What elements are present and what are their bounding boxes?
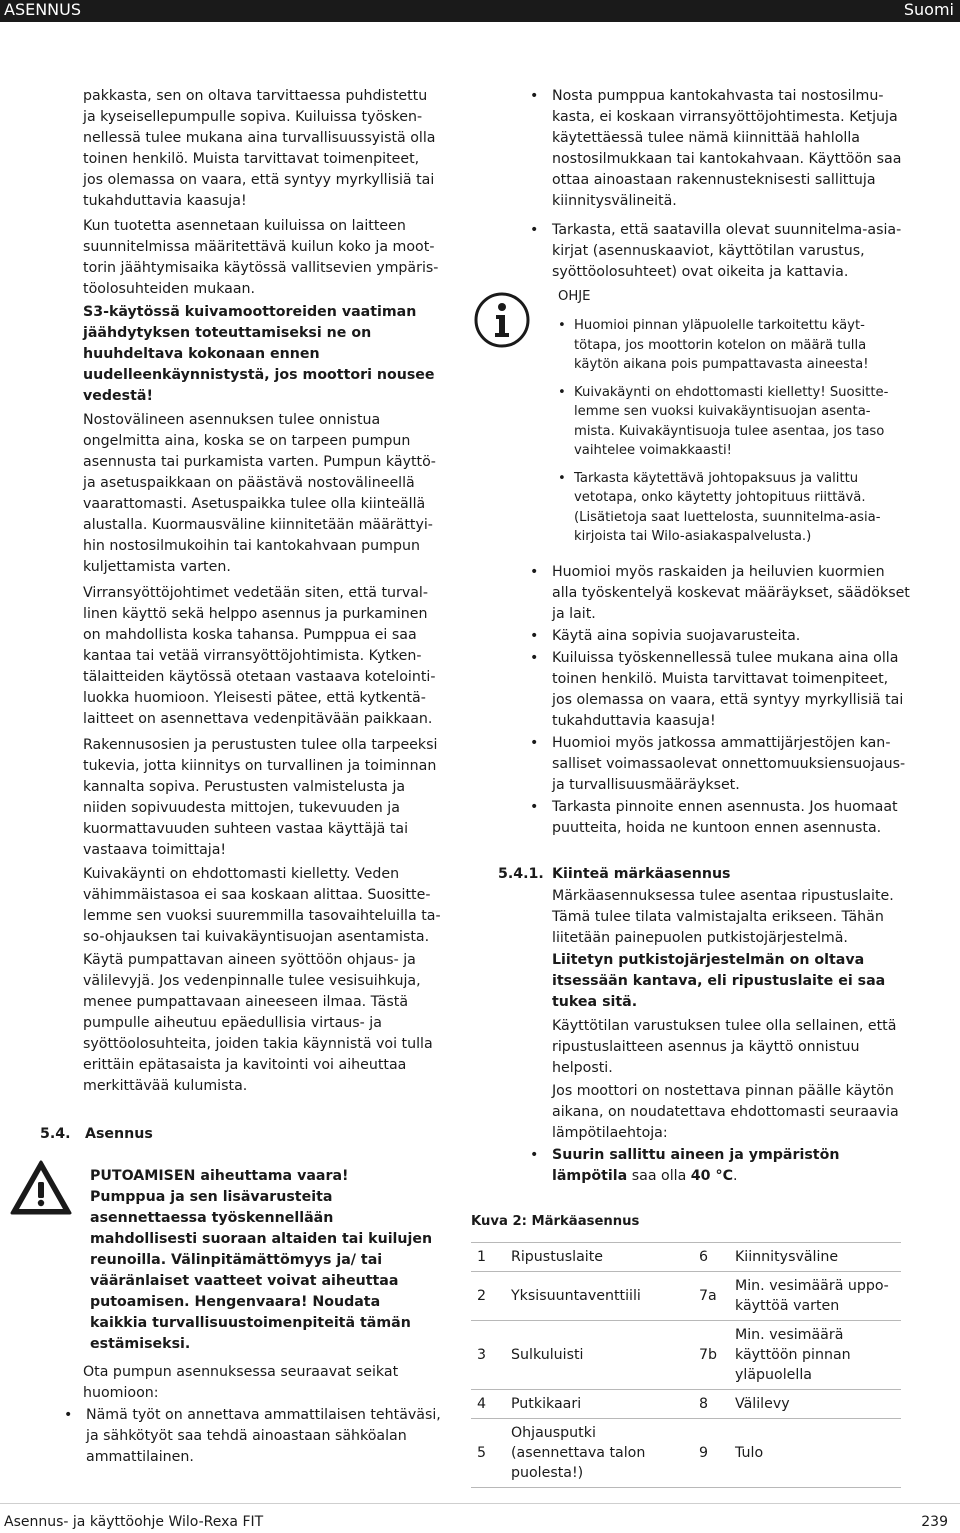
legend-text: Sulkuluisti (505, 1321, 693, 1390)
subsection-paragraph-1: Märkäasennuksessa tulee asentaa ripustuslaite. Tämä tulee tilata valmistajalta erikseen. Tähän liitetään painepuolen putkistojärjestelmä. (552, 888, 894, 946)
legend-number: 8 (693, 1390, 729, 1419)
list-item: • Tarkasta käytettävä johtopaksuus ja valittu vetotapa, onko käytetty johtopituus riittävä. (Lisätietoja saat luettelosta, suunnitelma-asiakirjoista tai Wilo-asiakaspalvelusta.) (556, 469, 898, 547)
left-paragraph-baffles: Käytä pumpattavan aineen syöttöön ohjaus- ja välilevyjä. Jos vedenpinnalle tulee vesisuihkuja, menee pumpattavaan aineeseen ilmaa. Tästä pumpulle aiheutuu epäedullisia virtaus- ja syöttöolosuhteita, joiden takia käynnistä voi tulla erittäin epätasaista ja kavitointi voi aiheuttaa merkittävää kulumista. (83, 952, 433, 1094)
left-paragraph-foundations: Rakennusosien ja perustusten tulee olla tarpeeksi tukevia, jotta kiinnitys on turvallinen ja toiminnan kannalta sopiva. Perustusten valmistelusta ja niiden sopivuudesta mittojen, tukevuuden ja kuormattavuuden suhteen vastaa käyttäjä tai vastaava toimittaja! (83, 737, 438, 858)
table-row (471, 1243, 901, 1272)
subsection-paragraph-3: Jos moottori on nostettava pinnan päälle käytön aikana, on noudatettava ehdottomasti seuraavia lämpötilaehtoja: (552, 1083, 899, 1141)
list-item: • Tarkasta pinnoite ennen asennusta. Jos huomaat puutteita, hoida ne kuntoon ennen asennusta. (528, 797, 912, 839)
page-header (0, 0, 960, 22)
temperature-condition: Suurin sallittu aineen ja ympäristön lämpötila (552, 1147, 840, 1184)
section-heading (40, 1124, 71, 1145)
legend-number: 2 (471, 1272, 505, 1321)
left-bullet-list (62, 1405, 444, 1469)
left-paragraph-s3-warning: S3-käytössä kuivamoottoreiden vaatiman jäähdytyksen toteuttamiseksi ne on huuhdeltava kokonaan ennen uudelleenkäynnistystä, jos moottori nousee vedestä! (83, 304, 435, 404)
figure-caption: Kuva 2: Märkäasennus (471, 1214, 640, 1229)
footer-divider (0, 1503, 960, 1504)
warning-title: PUTOAMISEN aiheuttama vaara! (90, 1168, 349, 1184)
legend-number: 4 (471, 1390, 505, 1419)
legend-text: Ohjausputki (asennettava talon puolesta!) (505, 1419, 693, 1488)
table-row (471, 1419, 901, 1488)
legend-number: 1 (471, 1243, 505, 1272)
left-paragraph-2: Kun tuotetta asennetaan kuiluissa on laitteen suunnitelmissa määritettävä kuilun koko ja moottorin jäähtymisaika käytössä vallitsevien ympäristöolosuhteiden mukaan. (83, 218, 439, 297)
warning-triangle-icon (10, 1160, 72, 1216)
left-paragraph-dry-run: Kuivakäynti on ehdottomasti kielletty. Veden vähimmäistasoa ei saa koskaan alittaa. Suosittelemme sen vuoksi suuremmilla tasovaihteluilla taso-ohjauksen tai kuivakäyntisuojan asentamista. (83, 866, 441, 945)
figure-legend-table (471, 1242, 901, 1488)
legend-number: 7a (693, 1272, 729, 1321)
right-bullet-list-mid (528, 562, 912, 840)
legend-text: Yksisuuntaventtiili (505, 1272, 693, 1321)
list-item (528, 1145, 902, 1187)
temperature-text: saa olla (631, 1168, 691, 1184)
temperature-bullet-list (528, 1145, 902, 1188)
header-section-title: ASENNUS (4, 0, 82, 19)
list-item: • Nämä työt on annettava ammattilaisen tehtäväsi, ja sähkötyöt saa tehdä ainoastaan sähköalan ammattilainen. (62, 1405, 444, 1468)
note-bullet-list (556, 316, 898, 555)
legend-text: Kiinnitysväline (729, 1243, 901, 1272)
subsection-number: 5.4.1. (498, 866, 544, 882)
legend-number: 9 (693, 1419, 729, 1488)
warning-body: Pumppua ja sen lisävarusteita asennettaessa työskennellään mahdollisesti suoraan altaiden tai kuilujen reunoilla. Välinpitämättömyys ja/ tai vääränlaiset vaatteet voivat aiheuttaa putoamisen. Hengenvaara! Noudata kaikkia turvallisuustoimenpiteitä tämän estämiseksi. (90, 1189, 433, 1352)
list-item: • Nosta pumppua kantokahvasta tai nostosilmukasta, ei koskaan virransyöttöjohtimesta. Ketjuja käytettäessä tulee nämä kiinnittää hahlolla nostosilmukkaan tai kantokahvaan. Käyttöön saa ottaa ainoastaan rakennusteknisesti sallittuja kiinnitysvälineitä. (528, 86, 910, 212)
legend-text: Min. vesimäärä käyttöön pinnan yläpuolella (729, 1321, 901, 1390)
list-item: • Huomioi myös raskaiden ja heiluvien kuormien alla työskentelyä koskevat määräykset, säädökset ja lait. (528, 562, 912, 625)
left-paragraph-considerations: Ota pumpun asennuksessa seuraavat seikat huomioon: (83, 1364, 399, 1401)
info-icon (472, 290, 532, 350)
legend-number: 7b (693, 1321, 729, 1390)
legend-text: Putkikaari (505, 1390, 693, 1419)
legend-number: 6 (693, 1243, 729, 1272)
note-title: OHJE (558, 289, 591, 304)
legend-number: 3 (471, 1321, 505, 1390)
left-paragraph-1: pakkasta, sen on oltava tarvittaessa puhdistettu ja kyseisellepumpulle sopiva. Kuiluissa työskennellessä tulee mukana aina turvallisuussyistä olla toinen henkilö. Muista tarvittavat toimenpiteet, jos olemassa on vaara, että syntyy myrkyllisiä tai tukahduttavia kaasuja! (83, 88, 436, 209)
right-bullet-list-top (528, 86, 910, 284)
subsection-title: Kiinteä märkäasennus (552, 866, 731, 882)
header-language: Suomi (903, 0, 954, 19)
section-number: 5.4. (40, 1126, 71, 1142)
page-number: 239 (921, 1514, 948, 1530)
temperature-value: 40 °C (690, 1168, 733, 1184)
table-row (471, 1390, 901, 1419)
list-item: • Tarkasta, että saatavilla olevat suunnitelma-asiakirjat (asennuskaaviot, käyttötilan varustus, syöttöolosuhteet) ovat oikeita ja kattavia. (528, 220, 910, 283)
legend-number: 5 (471, 1419, 505, 1488)
temperature-end: . (733, 1168, 738, 1184)
legend-text: Ripustuslaite (505, 1243, 693, 1272)
list-item: • Huomioi pinnan yläpuolelle tarkoitettu käyttötapa, jos moottorin kotelon on määrä tulla käytön aikana pois pumpattavasta aineesta! (556, 316, 898, 375)
list-item: • Huomioi myös jatkossa ammattijärjestöjen kansalliset voimassaolevat onnettomuuksiensuojausja turvallisuusmääräykset. (528, 733, 912, 796)
table-row (471, 1321, 901, 1390)
subsection-paragraph-2: Käyttötilan varustuksen tulee olla sellainen, että ripustuslaitteen asennus ja käyttö onnistuu helposti. (552, 1018, 897, 1076)
list-item: • Kuivakäynti on ehdottomasti kielletty! Suosittelemme sen vuoksi kuivakäyntisuojan asentamista. Kuivakäyntisuoja tulee asentaa, jos taso vaihtelee voimakkaasti! (556, 383, 898, 461)
list-item: • Kuiluissa työskennellessä tulee mukana aina olla toinen henkilö. Muista tarvittavat toimenpiteet, jos olemassa on vaara, että syntyy myrkyllisiä tai tukahduttavia kaasuja! (528, 648, 912, 732)
left-paragraph-lifting: Nostovälineen asennuksen tulee onnistua ongelmitta aina, koska se on tarpeen pumpun asennusta tai purkamista varten. Pumpun käyttöja asetuspaikkaan on päästävä nostovälineellä vaarattomasti. Asetuspaikka tulee olla kiinteällä alustalla. Kuormausväline kiinnitetään määrättyihin nostosilmukoihin tai kantokahvaan pumpun kuljettamista varten. (83, 412, 436, 575)
subsection-paragraph-bold: Liitetyn putkistojärjestelmän on oltava itsessään kantava, eli ripustuslaite ei saa tukea sitä. (552, 952, 886, 1010)
legend-text: Tulo (729, 1419, 901, 1488)
left-paragraph-cables: Virransyöttöjohtimet vedetään siten, että turvallinen käyttö sekä helppo asennus ja purkaminen on mahdollista koska tahansa. Pumppua ei saa kantaa tai vetää virransyöttöjohtimista. Kytkentälaitteiden käytössä otetaan vastaava kotelointiluokka huomioon. Yleisesti pätee, että kytkentälaitteet on asennettava vedenpitävään paikkaan. (83, 585, 436, 727)
legend-text: Välilevy (729, 1390, 901, 1419)
list-item: • Käytä aina sopivia suojavarusteita. (528, 626, 912, 647)
footer-document-title: Asennus- ja käyttöohje Wilo-Rexa FIT (4, 1514, 264, 1530)
table-row (471, 1272, 901, 1321)
section-title: Asennus (85, 1126, 153, 1142)
legend-text: Min. vesimäärä uppokäyttöä varten (729, 1272, 901, 1321)
